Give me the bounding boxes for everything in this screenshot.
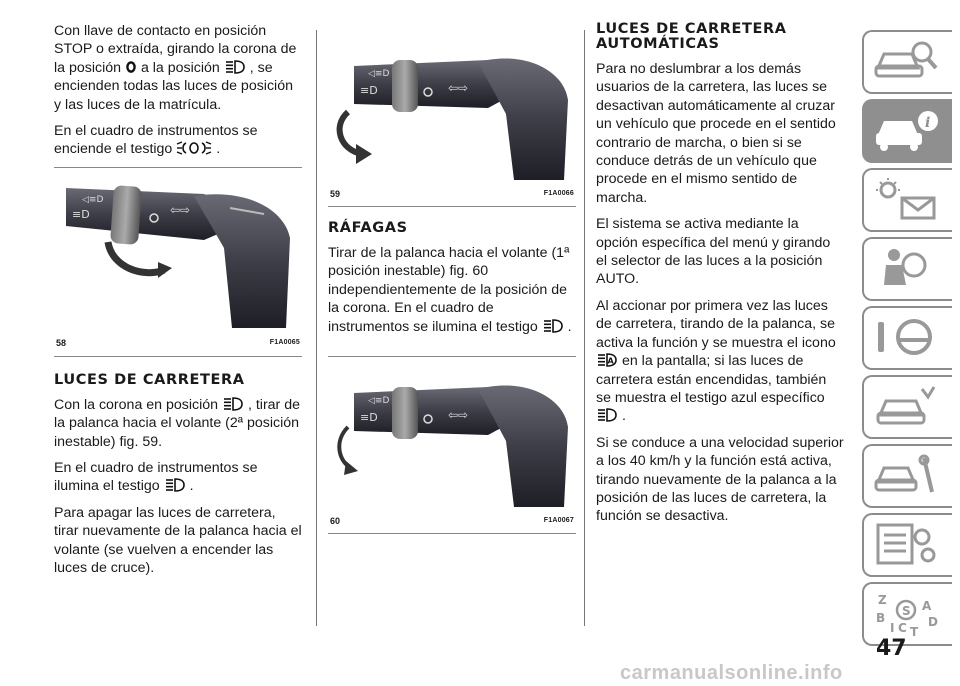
figure-number: 59: [330, 188, 341, 199]
text: , se encienden todas las luces de posición y las luces de la matrícula.: [54, 59, 293, 113]
car-crash-icon: [872, 383, 942, 429]
svg-text:⇦⇨: ⇦⇨: [170, 202, 191, 217]
column-2: [328, 30, 576, 534]
figure-number: 60: [330, 515, 341, 526]
figure-60: [328, 356, 576, 534]
text: Con llave de contacto en posición STOP o extraída, girando la corona de la posición: [54, 23, 297, 76]
text: En el cuadro de instrumentos se ilumina el testigo: [54, 460, 258, 495]
alphabet-index-icon: [872, 590, 942, 636]
text: En el cuadro de instrumentos se enciende el testigo: [54, 123, 258, 158]
paragraph: [54, 22, 302, 114]
tab-airbag[interactable]: [862, 237, 952, 301]
paragraph: [328, 244, 576, 336]
text: en la pantalla; si las luces de carretera están encendidas, también se muestra el testigo azul específico: [596, 353, 827, 406]
stalk-illustration: [328, 30, 576, 188]
svg-text:⇦⇨: ⇦⇨: [448, 81, 469, 95]
paragraph: Si se conduce a una velocidad superior a los 40 km/h y la función está activa, tirando nuevamente de la palanca a la posición de las luces de carretera, la función se desactiva.: [596, 434, 844, 525]
tab-steering-wheel[interactable]: [862, 306, 952, 370]
text: a la posición: [140, 59, 220, 76]
svg-text:B: B: [876, 611, 886, 625]
lights-mail-icon: [872, 176, 942, 222]
text: Con la corona en posición: [54, 396, 219, 413]
stalk-illustration: [328, 357, 576, 515]
svg-text:C: C: [898, 621, 907, 635]
section-heading: RÁFAGAS: [328, 220, 408, 236]
tab-lights-mail[interactable]: [862, 168, 952, 232]
column-3: [596, 22, 844, 534]
text: .: [189, 478, 194, 495]
chapter-tabs: [862, 30, 952, 651]
svg-text:A: A: [607, 356, 614, 366]
text: , tirar de la palanca hacia el volante (2ª posición inestable) fig. 59.: [54, 396, 301, 450]
settings-list-icon: [872, 521, 942, 567]
text: Tirar de la palanca hacia el volante (1ª posición inestable) fig. 60 independientemente de la posición de la corona. En el cuadro de instrumentos se ilumina el testigo: [328, 245, 570, 335]
high-beam-icon: [224, 59, 246, 75]
figure-code: F1A0067: [543, 516, 574, 524]
text: .: [216, 141, 221, 158]
tab-car-crash[interactable]: [862, 375, 952, 439]
section-heading: LUCES DE CARRETERA: [54, 371, 245, 388]
car-info-icon: [872, 107, 942, 153]
figure-58: [54, 167, 302, 357]
svg-text:◁≡D: ◁≡D: [368, 396, 390, 407]
svg-text:≡D: ≡D: [360, 411, 378, 425]
paragraph: Para no deslumbrar a los demás usuarios de la carretera, las luces se desactivan automáticamente al cruzar un vehículo que procede en el sentido contrario de marcha, o bien si se conduce detrás de un vehículo que procede en el mismo sentido de marcha.: [596, 61, 836, 206]
tab-car-tools[interactable]: [862, 444, 952, 508]
paragraph: [54, 459, 302, 496]
high-beam-icon: [222, 396, 244, 412]
svg-text:D: D: [928, 615, 938, 629]
svg-text:≡D: ≡D: [72, 207, 90, 221]
figure-59: [328, 30, 576, 207]
svg-text:I: I: [890, 621, 895, 635]
tab-settings-list[interactable]: [862, 513, 952, 577]
column-1: [54, 22, 302, 586]
svg-text:S: S: [902, 604, 911, 618]
svg-text:≡D: ≡D: [360, 84, 378, 97]
svg-text:⇦⇨: ⇦⇨: [448, 408, 469, 423]
paragraph: [54, 122, 302, 159]
section-heading: LUCES DE CARRETERA AUTOMÁTICAS: [596, 21, 787, 52]
paragraph: Para apagar las luces de carretera, tirar nuevamente de la palanca hacia el volante (se vuelven a encender las luces de cruce).: [54, 504, 302, 577]
high-beam-icon: [596, 407, 618, 423]
tab-car-info[interactable]: [862, 99, 952, 163]
paragraph: [54, 396, 302, 451]
figure-code: F1A0066: [543, 189, 574, 197]
paragraph: [596, 297, 844, 426]
figure-code: F1A0065: [269, 339, 300, 347]
steering-wheel-icon: [872, 314, 942, 360]
svg-text:◁≡D: ◁≡D: [368, 69, 390, 79]
car-tools-icon: [872, 452, 942, 498]
svg-text:i: i: [925, 115, 931, 131]
position-o-icon: [125, 59, 137, 75]
high-beam-icon: [542, 318, 564, 334]
airbag-icon: [872, 245, 942, 291]
high-beam-icon: [164, 477, 186, 493]
car-search-icon: [872, 38, 942, 84]
watermark: carmanualsonline.info: [620, 662, 843, 684]
svg-text:A: A: [922, 599, 932, 613]
tab-car-search[interactable]: [862, 30, 952, 94]
text: Al accionar por primera vez las luces de carretera, tirando de la palanca, se activa la función y se muestra el icono: [596, 297, 836, 351]
text: .: [567, 318, 572, 335]
stalk-illustration: [54, 168, 302, 338]
svg-text:◁≡D: ◁≡D: [82, 194, 104, 205]
paragraph: El sistema se activa mediante la opción específica del menú y girando el selector de las luces a la posición AUTO.: [596, 216, 831, 288]
side-lights-icon: [176, 140, 212, 156]
text: .: [621, 408, 626, 425]
column-separator: [584, 30, 585, 626]
auto-high-beam-icon: [596, 352, 618, 368]
page-number: 47: [876, 636, 907, 661]
column-separator: [316, 30, 317, 626]
svg-text:T: T: [910, 625, 919, 636]
svg-text:Z: Z: [878, 593, 887, 607]
figure-number: 58: [56, 338, 67, 349]
